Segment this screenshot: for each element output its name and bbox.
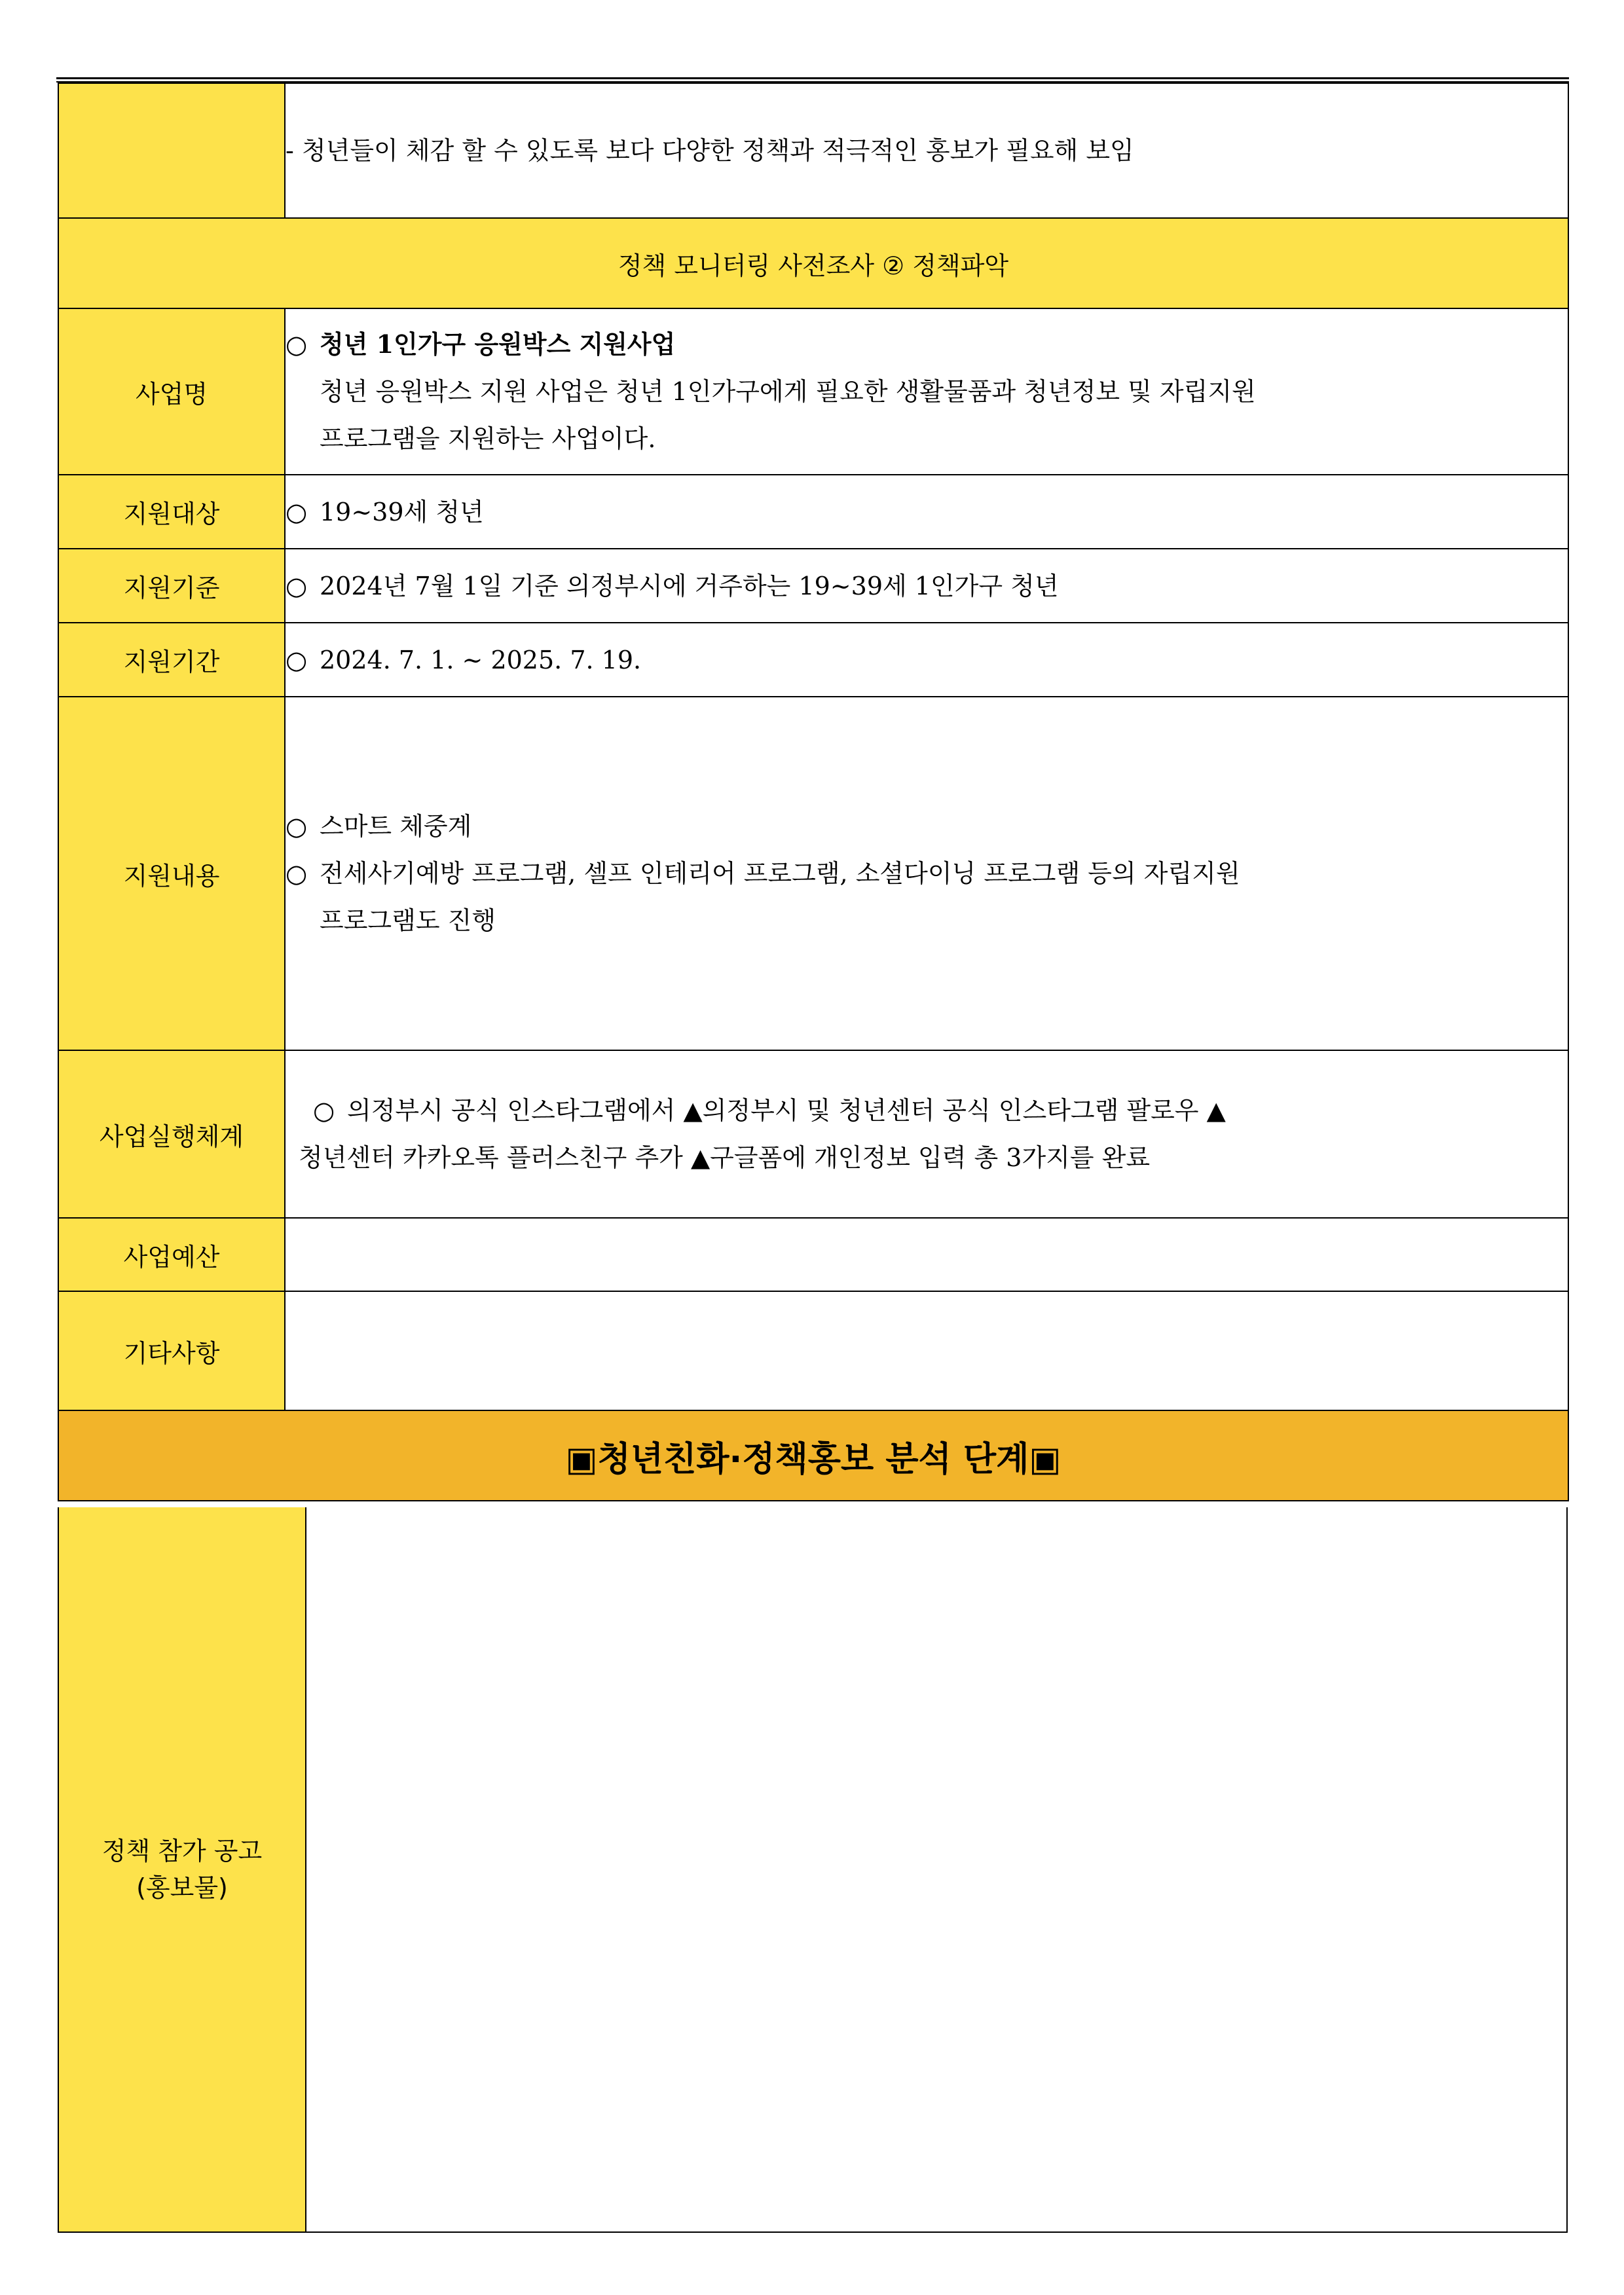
policy-table: [58, 83, 1569, 1501]
bullet-icon: ○: [286, 645, 308, 674]
system-cell: [285, 1050, 1568, 1218]
system-row: [58, 1050, 1568, 1218]
content-item2-line2: 프로그램도 진행: [320, 906, 496, 935]
criteria-row: [58, 549, 1568, 623]
summary-cell: [285, 83, 1568, 218]
section1-title: 정책 모니터링 사전조사 ② 정책파악: [58, 218, 1568, 308]
summary-text: - 청년들이 체감 할 수 있도록 보다 다양한 정책과 적극적인 홍보가 필요해 보임: [286, 136, 1134, 165]
section2-title: ▣청년친화·정책홍보 분석 단계▣: [58, 1410, 1568, 1501]
period-row: [58, 623, 1568, 697]
content-item1: 스마트 체중계: [320, 812, 472, 841]
content-item2-line1: 전세사기예방 프로그램, 셀프 인테리어 프로그램, 소셜다이닝 프로그램 등의 자립지원: [320, 859, 1240, 888]
target-cell: [285, 475, 1568, 549]
system-label: 사업실행체계: [58, 1050, 285, 1218]
content-row: [58, 697, 1568, 1050]
section1-header-row: [58, 218, 1568, 308]
period-text: 2024. 7. 1. ~ 2025. 7. 19.: [320, 645, 642, 674]
period-label: 지원기간: [58, 623, 285, 697]
poster-content-area: [306, 1507, 1568, 2233]
budget-row: [58, 1218, 1568, 1291]
criteria-label: 지원기준: [58, 549, 285, 623]
content-cell: [285, 697, 1568, 1050]
system-line1: 의정부시 공식 인스타그램에서 ▲의정부시 및 청년센터 공식 인스타그램 팔로우 ▲: [347, 1096, 1226, 1125]
summary-label-cell: [58, 83, 285, 218]
period-cell: [285, 623, 1568, 697]
section2-header-row: [58, 1410, 1568, 1501]
system-line2: 청년센터 카카오톡 플러스친구 추가 ▲구글폼에 개인정보 입력 총 3가지를 완료: [299, 1143, 1151, 1172]
poster-label-line1: 정책 참가 공고: [101, 1837, 263, 1865]
summary-row: [58, 83, 1568, 218]
project-name-cell: [285, 308, 1568, 475]
bullet-icon: ○: [286, 329, 308, 359]
target-row: [58, 475, 1568, 549]
criteria-text: 2024년 7월 1일 기준 의정부시에 거주하는 19~39세 1인가구 청년: [320, 571, 1059, 600]
etc-label: 기타사항: [58, 1291, 285, 1410]
poster-label-cell: [58, 1507, 306, 2233]
bullet-icon: ○: [313, 1096, 335, 1125]
project-desc-line2: 프로그램을 지원하는 사업이다.: [320, 424, 656, 453]
project-title-line: [286, 321, 1568, 368]
bullet-icon: ○: [286, 497, 308, 526]
etc-cell: [285, 1291, 1568, 1410]
bullet-icon: ○: [286, 812, 308, 841]
project-desc-line1: 청년 응원박스 지원 사업은 청년 1인가구에게 필요한 생활물품과 청년정보 및 자립지원: [320, 377, 1256, 406]
project-name-row: [58, 308, 1568, 475]
poster-label-line2: (홍보물): [136, 1873, 228, 1902]
etc-row: [58, 1291, 1568, 1410]
target-label: 지원대상: [58, 475, 285, 549]
bullet-icon: ○: [286, 859, 308, 888]
project-title: 청년 1인가구 응원박스 지원사업: [320, 329, 676, 359]
budget-label: 사업예산: [58, 1218, 285, 1291]
bullet-icon: ○: [286, 571, 308, 600]
budget-cell: [285, 1218, 1568, 1291]
project-name-label: 사업명: [58, 308, 285, 475]
content-label: 지원내용: [58, 697, 285, 1050]
top-rule: [56, 77, 1569, 79]
criteria-cell: [285, 549, 1568, 623]
target-text: 19~39세 청년: [320, 497, 484, 526]
